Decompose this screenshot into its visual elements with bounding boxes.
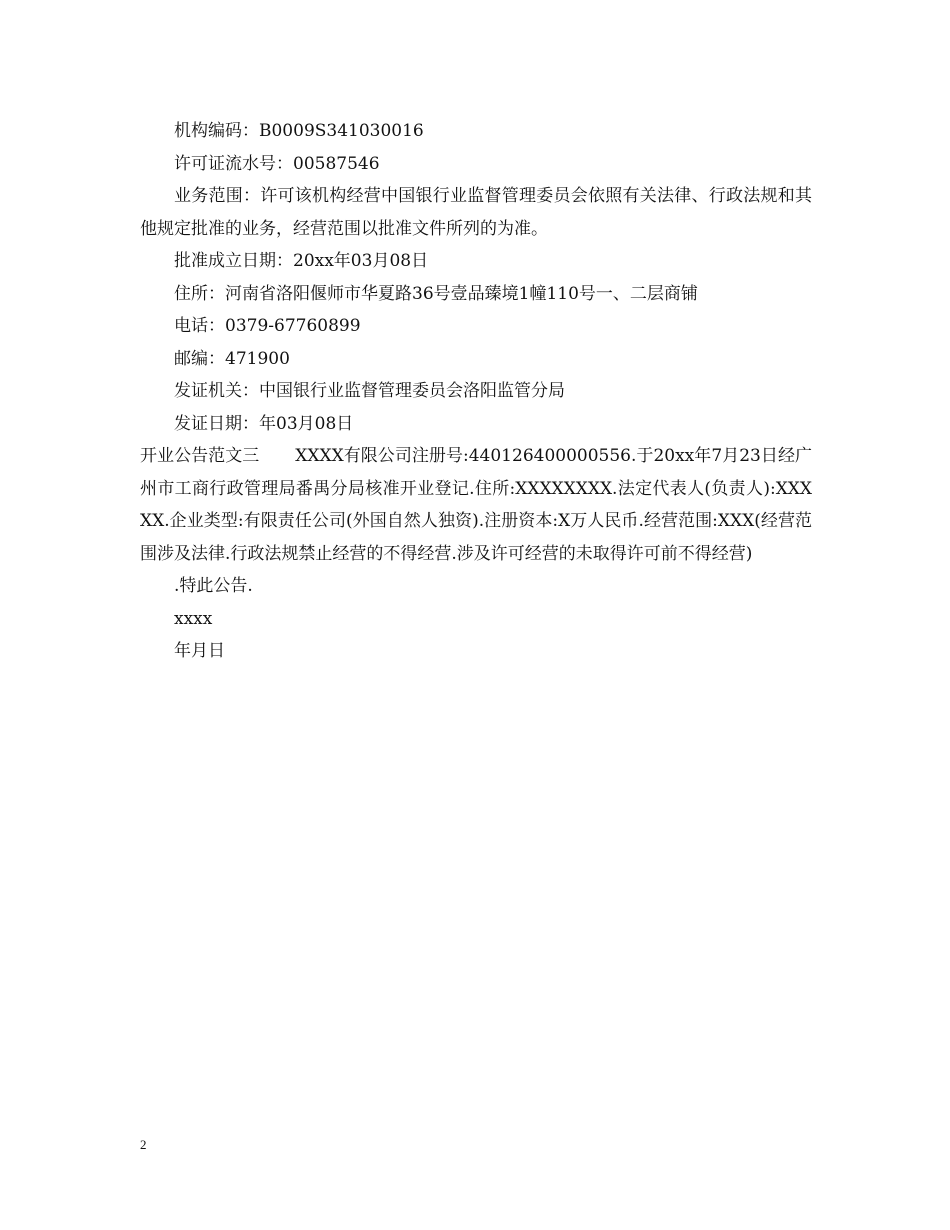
institution-code-line: 机构编码：B0009S341030016 [174, 121, 424, 141]
announcement-paragraph [140, 440, 812, 570]
document-body [140, 115, 812, 668]
section-heading: 开业公告范文三 [140, 446, 260, 466]
approval-date-line: 批准成立日期：20xx年03月08日 [174, 251, 429, 271]
phone-line: 电话：0379-67760899 [174, 316, 361, 336]
closing-line: .特此公告. [174, 576, 253, 596]
address-line: 住所：河南省洛阳偃师市华夏路36号壹品臻境1幢110号一、二层商铺 [174, 283, 698, 304]
date-line: 年月日 [174, 641, 225, 661]
business-scope-paragraph: 业务范围：许可该机构经营中国银行业监督管理委员会依照有关法律、行政法规和其他规定批准的业务，经营范围以批准文件所列的为准。 [140, 186, 812, 239]
announcement-body: XXXX有限公司注册号:440126400000556.于20xx年7月23日经广州市工商行政管理局番禺分局核准开业登记.住所:XXXXXXXX.法定代表人(负责人):XXXXX.企业类型:有限责任公司(外国自然人独资).注册资本:X万人民币.经营范围:XXX(经营范围涉及法律.行政法规禁止经营的不得经营.涉及许可经营的未取得许可前不得经营) [140, 446, 812, 564]
issue-date-line: 发证日期：年03月08日 [174, 413, 354, 434]
postcode-line: 邮编：471900 [174, 348, 290, 369]
license-serial-line: 许可证流水号：00587546 [174, 153, 380, 174]
signatory-line: xxxx [174, 608, 213, 629]
page-number: 2 [140, 1137, 147, 1152]
issuing-authority-line: 发证机关：中国银行业监督管理委员会洛阳监管分局 [174, 381, 565, 401]
